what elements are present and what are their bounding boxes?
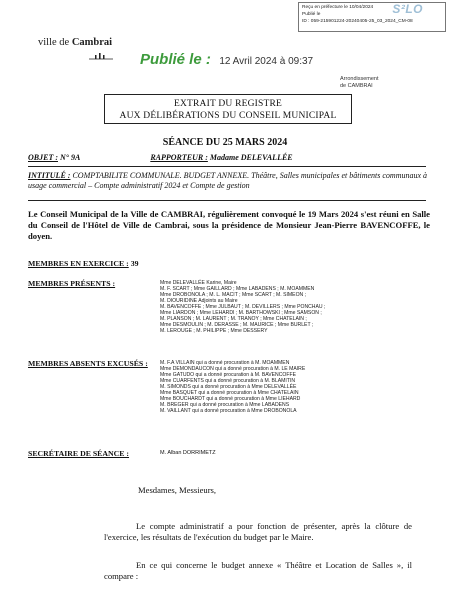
published-date: 12 Avril 2024 à 09:37 [219, 56, 314, 67]
seance-date: SÉANCE DU 25 MARS 2024 [162, 137, 288, 148]
membres-presents-heading: MEMBRES PRÉSENTS : [28, 279, 116, 288]
list-item: M. DIOURIDINE Adjoints au Maire [160, 298, 238, 304]
logo-prefix: ville de [38, 37, 70, 48]
membres-absents-label [28, 359, 148, 368]
logo-name: Cambrai [71, 37, 113, 48]
membres-exercice-count: 39 [130, 259, 139, 268]
belfry-icon [88, 52, 114, 60]
list-item: M. VAILLANT qui a donné procuration à Mme DROBONOLA [160, 408, 297, 414]
slo-logo: S²LO [392, 2, 423, 16]
objet-label: OBJET : [28, 153, 58, 162]
divider-top [28, 166, 426, 167]
membres-exercice [28, 259, 138, 268]
objet-value: N° 9A [60, 153, 81, 162]
arrondissement-line1: Arrondissement [340, 76, 379, 82]
body-paragraph-1: Le compte administratif a pour fonction de présenter, après la clôture de l'exercice, les résultats de l'exécution du budget par le Maire. [104, 521, 412, 542]
list-item: Mme CUARFENTS qui a donné procuration à M. BLAMITIN [160, 378, 296, 384]
cambrai-logo [38, 37, 128, 63]
title-line1: EXTRAIT DU REGISTRE [173, 99, 283, 109]
rapporteur-name: Madame DELEVALLÉE [209, 153, 293, 162]
list-item: Mme BOUCHARDT qui a donné procuration à Mme LIEHARD [160, 396, 301, 402]
membres-presents-list [160, 280, 350, 334]
list-item: Mme BASQUET qui a donné procuration à Mme CHATELAIN [160, 390, 299, 396]
body-paragraph-2: En ce qui concerne le budget annexe « Théâtre et Location de Salles », il compare : [104, 560, 412, 581]
objet-line [28, 153, 293, 162]
membres-presents-label [28, 279, 115, 288]
list-item: M. SIMONDS qui a donné procuration à Mme DELEVALLÉE [160, 384, 297, 390]
secretaire-heading: SECRÉTAIRE DE SÉANCE : [28, 449, 130, 458]
divider-bottom [28, 200, 426, 201]
salutation: Mesdames, Messieurs, [138, 485, 217, 495]
stamp-published-line: Publié le [302, 12, 321, 17]
rapporteur-label: RAPPORTEUR : [150, 153, 208, 162]
intitule-text: COMPTABILITE COMMUNALE. BUDGET ANNEXE. Théâtre, Salles municipales et bâtiments communaux à usage commercial – Compte administratif 2024 et Compte de gestion [28, 171, 428, 190]
stamp-received-line: Reçu en préfecture le 10/04/2024 [302, 5, 374, 10]
list-item: Mme DEMONDAUCON qui a donné procuration à M. LE MAIRE [160, 366, 306, 372]
list-item: M. F.A VILLAIN qui a donné procuration à M. MOAMMEN [160, 360, 290, 366]
arrondissement [340, 76, 379, 90]
secretaire-name: M. Alban DORRIMETZ [160, 450, 216, 456]
list-item: M. F. SCART ; Mme GAILLARD ; Mme LABADENS ; M. MOAMMEN [160, 286, 315, 292]
list-item: Mme DROBONOLA ; M. L. MACIT ; Mme SCART ; M. SIMEON ; [160, 292, 307, 298]
document-title [104, 94, 352, 124]
membres-exercice-label: MEMBRES EN EXERCICE : [28, 259, 129, 268]
list-item: Mme GATUDO qui a donné procuration à M. BAVENCOFFE [160, 372, 296, 378]
list-item: M. PLANSON ; M. LAURENT ; M. TRANOY ; Mme CHATELAIN ; [160, 316, 307, 322]
published-label: Publié le : [140, 51, 211, 68]
intitule-label: INTITULÉ : [28, 171, 71, 180]
list-item: M. BAVENCOFFE ; Mme JULBAUT ; M. DEVILLERS ; Mme PONCHAU ; [160, 304, 326, 310]
list-item: M. LEROUGE ; M. PHILIPPE ; Mme DESSERY [160, 328, 268, 334]
membres-absents-heading: MEMBRES ABSENTS EXCUSÉS : [28, 359, 148, 368]
list-item: Mme DELEVALLÉE Karine, Maire [160, 280, 237, 286]
list-item: Mme DESMOULIN ; M. DERASSE ; M. MAURICE ; Mme BURLET ; [160, 322, 314, 328]
membres-absents-list [160, 360, 350, 414]
prefecture-stamp [298, 2, 446, 32]
stamp-id-line: ID : 059-215901224-20240405-25_03_2024_CM-08 [302, 19, 413, 24]
list-item: Mme LIARDON ; Mme LEHARDI ; M. BARTHOWSKI ; Mme SAMSON ; [160, 310, 322, 316]
secretaire-label [28, 449, 129, 458]
list-item: M. BREGER qui a donné procuration à Mme LABADENS [160, 402, 290, 408]
publication-banner [140, 51, 313, 69]
intitule [28, 171, 428, 191]
arrondissement-line2: de CAMBRAI [340, 83, 373, 89]
title-line2: AUX DÉLIBÉRATIONS DU CONSEIL MUNICIPAL [119, 111, 337, 121]
intro-paragraph: Le Conseil Municipal de la Ville de CAMBRAI, régulièrement convoqué le 19 Mars 2024 s'est réuni en Salle du Conseil de l'Hôtel de Ville de Cambrai, sous la présidence de Monsieur Jean-Pierre BAVENCOFFE, le doyen. [28, 209, 430, 241]
